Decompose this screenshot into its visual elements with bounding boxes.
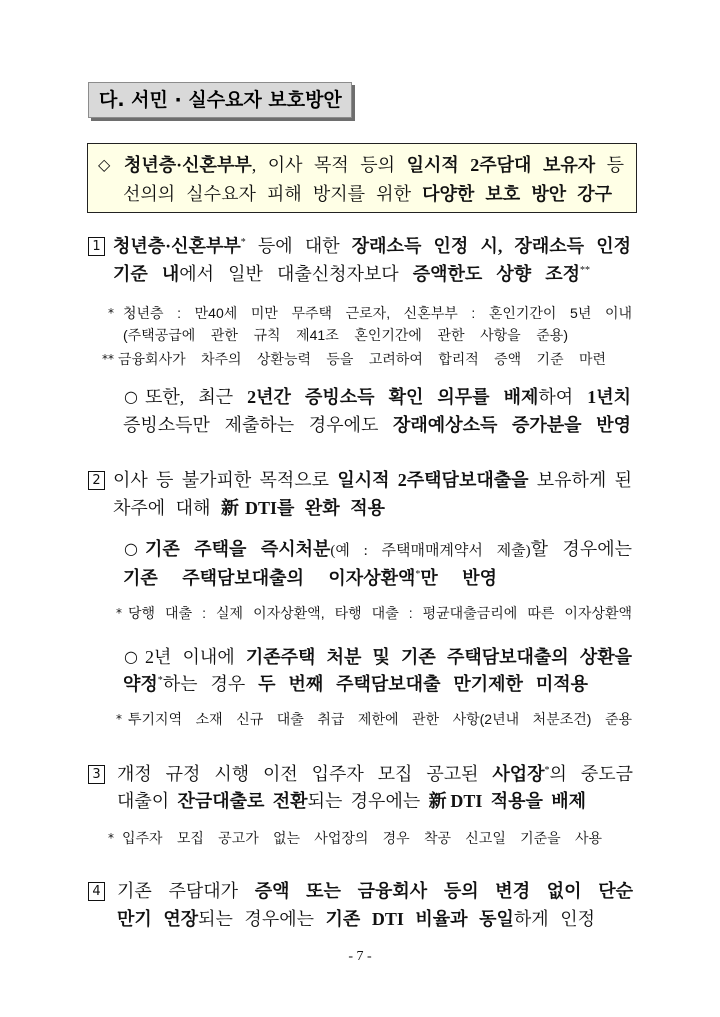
body-text: 되는 경우에는 [198, 909, 326, 929]
body-text: 개정 규정 시행 이전 입주자 모집 공고된 [117, 764, 493, 784]
emphasis-text: 증액한도 상향 조정 [412, 264, 580, 284]
footnote-text: 당행 대출 : 실제 이자상환액, 타행 대출 : 평균대출금리에 따른 이자상환액 [128, 605, 632, 621]
emphasis-text: 기존주택 처분 및 기존 주택담보대출의 상환을 [245, 647, 632, 667]
subpoint-line-2 [123, 670, 588, 698]
footnote-text: 청년층 : 만40세 미만 무주택 근로자, 신혼부부 : 혼인기간이 5년 이내 [123, 305, 632, 321]
item-number-box: 2 [88, 471, 105, 490]
item-number-box: 3 [88, 765, 105, 784]
emphasis-text: 만 반영 [420, 568, 497, 588]
body-text: 할 경우에는 [530, 539, 632, 559]
body-text: 증빙소득만 제출하는 경우에도 [123, 415, 394, 435]
page-number: - 7 - [348, 949, 372, 964]
body-text: 에서 일반 대출신청자보다 [179, 264, 413, 284]
item-2-line-2 [113, 494, 385, 522]
emphasis-text: 장래예상소득 증가분을 반영 [393, 415, 632, 435]
emphasis-text: 증액 또는 금융회사 등의 변경 없이 단순 [254, 881, 633, 901]
item-1-line-2 [113, 260, 590, 288]
diamond-bullet-icon: ◇ [98, 155, 111, 174]
footnote-text: 투기지역 소재 신규 대출 취급 제한에 관한 사항(2년내 처분조건) 준용 [128, 711, 632, 727]
body-text: 또한, 최근 [145, 387, 248, 407]
emphasis-text: 2년간 증빙소득 확인 의무를 배제 [247, 387, 539, 407]
emphasis-text: 일시적 2주담대 보유자 [406, 155, 596, 175]
subpoint-line-1 [145, 535, 632, 563]
emphasis-text: 기존 DTI 비율과 동일 [325, 909, 514, 929]
footnote-marker: * [108, 831, 114, 845]
subpoint-line-1 [145, 643, 632, 671]
emphasis-text: 청년층·신혼부부 [124, 155, 252, 175]
summary-line-1 [124, 151, 624, 179]
body-text: 의 중도금 [549, 764, 633, 784]
footnote-text: (주택공급에 관한 규칙 제41조 혼인기간에 관한 사항을 준용) [123, 327, 568, 343]
footnote-marker: * [415, 569, 421, 580]
footnote-marker: ** [580, 265, 590, 276]
circle-bullet-icon: ○ [124, 539, 138, 558]
body-text: 선의의 실수요자 피해 방지를 위한 [123, 184, 423, 204]
footnote-marker: * [157, 675, 163, 686]
body-text: 2년 이내에 [145, 647, 246, 667]
emphasis-text: 장래소득 인정 시, 장래소득 인정 [351, 236, 631, 256]
item-2-line-1 [113, 466, 632, 494]
body-text: , 이사 목적 등의 [251, 155, 407, 175]
emphasis-text: 두 번째 주택담보대출 만기제한 미적용 [258, 674, 588, 694]
item-1-line-1 [113, 232, 631, 260]
emphasis-text: 기존 주택담보대출의 이자상환액 [123, 568, 416, 588]
emphasis-text: 기준 내 [113, 264, 180, 284]
footnote-marker: * [116, 712, 122, 726]
body-text: 등 [595, 155, 625, 175]
circle-bullet-icon: ○ [124, 387, 138, 406]
emphasis-text: 기존 주택을 즉시처분 [145, 539, 331, 559]
footnote-marker: ** [102, 352, 114, 366]
body-text: 기존 주담대가 [117, 881, 255, 901]
item-number-box: 4 [88, 882, 105, 901]
footnote-marker: * [544, 765, 550, 776]
example-text: (예 : 주택매매계약서 제출) [330, 543, 531, 559]
body-text: 이사 등 불가피한 목적으로 [113, 470, 338, 490]
emphasis-text: 新DTI를 완화 적용 [220, 498, 385, 518]
circle-bullet-icon: ○ [124, 647, 138, 666]
item-number-box: 1 [88, 237, 105, 256]
emphasis-text: 사업장 [492, 764, 545, 784]
footnote-marker: * [116, 606, 122, 620]
item-3-line-1 [117, 760, 633, 788]
emphasis-text: 청년층·신혼부부 [113, 236, 241, 256]
body-text: 차주에 대해 [113, 498, 221, 518]
body-text: 하여 [538, 387, 588, 407]
item-4-line-2 [117, 905, 595, 933]
body-text: 등에 대한 [245, 236, 352, 256]
item-4-line-1 [117, 877, 633, 905]
item-3-line-2 [117, 787, 586, 815]
subpoint-line-2 [123, 564, 497, 592]
subpoint-line-1 [145, 383, 631, 411]
footnote-text: 입주자 모집 공고가 없는 사업장의 경우 착공 신고일 기준을 사용 [122, 830, 602, 846]
body-text: 하게 인정 [513, 909, 595, 929]
section-title-box [88, 82, 352, 118]
emphasis-text: 약정 [123, 674, 158, 694]
emphasis-text: 만기 연장 [117, 909, 199, 929]
emphasis-text: 1년치 [587, 387, 631, 407]
emphasis-text: 잔금대출로 전환 [177, 791, 308, 811]
emphasis-text: 新DTI 적용을 배제 [428, 791, 587, 811]
emphasis-text: 다양한 보호 방안 강구 [422, 184, 612, 204]
footnote-text: 금융회사가 차주의 상환능력 등을 고려하여 합리적 증액 기준 마련 [118, 351, 606, 367]
body-text: 하는 경우 [162, 674, 259, 694]
section-title: 다. 서민 · 실수요자 보호방안 [99, 89, 342, 111]
body-text: 대출이 [117, 791, 178, 811]
body-text: 되는 경우에는 [307, 791, 429, 811]
body-text: 보유하게 된 [528, 470, 632, 490]
subpoint-line-2 [123, 411, 631, 439]
summary-box [87, 143, 637, 213]
footnote-marker: * [240, 237, 246, 248]
footnote-marker: * [108, 306, 114, 320]
summary-line-2 [123, 180, 612, 208]
emphasis-text: 일시적 2주택담보대출을 [337, 470, 529, 490]
